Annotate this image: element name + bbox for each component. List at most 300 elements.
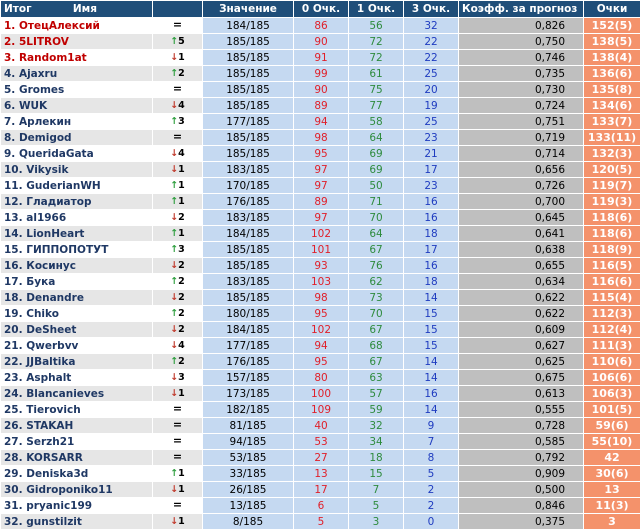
zero-points-count: 53 [294, 434, 349, 450]
predictions-value: 170/185 [203, 178, 294, 194]
player-name: 9. QueridaGata [1, 146, 153, 162]
rank-change-value: 1 [178, 468, 185, 479]
forecast-coefficient: 0,555 [459, 402, 584, 418]
zero-points-count: 90 [294, 34, 349, 50]
rank-change-value: 4 [178, 340, 185, 351]
player-name: 1. ОтецАлексий [1, 18, 153, 34]
table-row [1, 514, 640, 530]
predictions-value: 177/185 [203, 338, 294, 354]
three-points-count: 2 [404, 482, 459, 498]
three-points-count: 16 [404, 210, 459, 226]
player-name: 28. KORSARR [1, 450, 153, 466]
zero-points-count: 89 [294, 194, 349, 210]
table-row [1, 114, 640, 130]
predictions-value: 185/185 [203, 242, 294, 258]
forecast-coefficient: 0,622 [459, 306, 584, 322]
table-row [1, 402, 640, 418]
arrow-down-icon: ↓ [170, 148, 178, 159]
header-points: Очки [584, 1, 640, 18]
predictions-value: 183/185 [203, 210, 294, 226]
forecast-coefficient: 0,634 [459, 274, 584, 290]
one-point-count: 67 [349, 322, 404, 338]
three-points-count: 16 [404, 386, 459, 402]
forecast-coefficient: 0,645 [459, 210, 584, 226]
predictions-value: 173/185 [203, 386, 294, 402]
header-p1: 1 Очк. [349, 1, 404, 18]
zero-points-count: 101 [294, 242, 349, 258]
forecast-coefficient: 0,728 [459, 418, 584, 434]
table-row [1, 354, 640, 370]
table-row [1, 274, 640, 290]
three-points-count: 20 [404, 82, 459, 98]
table-row [1, 498, 640, 514]
table-row [1, 450, 640, 466]
arrow-down-icon: ↓ [170, 484, 178, 495]
one-point-count: 58 [349, 114, 404, 130]
zero-points-count: 95 [294, 354, 349, 370]
rank-change [153, 450, 203, 466]
predictions-value: 13/185 [203, 498, 294, 514]
player-name: 29. Deniska3d [1, 466, 153, 482]
one-point-count: 67 [349, 242, 404, 258]
rank-change-value: 4 [178, 100, 185, 111]
zero-points-count: 80 [294, 370, 349, 386]
header-p0: 0 Очк. [294, 1, 349, 18]
header-itog: Итог [4, 3, 32, 15]
equals-sign: = [173, 82, 182, 95]
predictions-value: 177/185 [203, 114, 294, 130]
zero-points-count: 13 [294, 466, 349, 482]
forecast-coefficient: 0,726 [459, 178, 584, 194]
total-points: 138(5) [584, 34, 640, 50]
forecast-coefficient: 0,730 [459, 82, 584, 98]
arrow-down-icon: ↓ [170, 52, 178, 63]
player-name: 19. Chiko [1, 306, 153, 322]
zero-points-count: 97 [294, 178, 349, 194]
three-points-count: 14 [404, 354, 459, 370]
one-point-count: 7 [349, 482, 404, 498]
table-body [1, 18, 640, 530]
table-row [1, 146, 640, 162]
player-name: 13. al1966 [1, 210, 153, 226]
arrow-down-icon: ↓ [170, 340, 178, 351]
total-points: 106(6) [584, 370, 640, 386]
rank-change [153, 178, 203, 194]
one-point-count: 69 [349, 162, 404, 178]
total-points: 118(6) [584, 210, 640, 226]
zero-points-count: 94 [294, 114, 349, 130]
rank-change [153, 18, 203, 34]
zero-points-count: 98 [294, 290, 349, 306]
three-points-count: 21 [404, 146, 459, 162]
rank-change-value: 2 [178, 324, 185, 335]
header-p3: 3 Очк. [404, 1, 459, 18]
table-row [1, 338, 640, 354]
rank-change [153, 130, 203, 146]
total-points: 116(6) [584, 274, 640, 290]
equals-sign: = [173, 498, 182, 511]
arrow-up-icon: ↑ [170, 244, 178, 255]
table-row [1, 34, 640, 50]
one-point-count: 70 [349, 210, 404, 226]
total-points: 152(5) [584, 18, 640, 34]
equals-sign: = [173, 402, 182, 415]
player-name: 12. Гладиатор [1, 194, 153, 210]
forecast-coefficient: 0,846 [459, 498, 584, 514]
total-points: 133(11) [584, 130, 640, 146]
one-point-count: 70 [349, 306, 404, 322]
total-points: 138(4) [584, 50, 640, 66]
rank-change [153, 498, 203, 514]
arrow-up-icon: ↑ [170, 276, 178, 287]
arrow-up-icon: ↑ [170, 356, 178, 367]
rank-change [153, 114, 203, 130]
arrow-up-icon: ↑ [170, 68, 178, 79]
forecast-coefficient: 0,655 [459, 258, 584, 274]
predictions-value: 26/185 [203, 482, 294, 498]
rank-change [153, 466, 203, 482]
rank-change-value: 1 [178, 180, 185, 191]
three-points-count: 14 [404, 370, 459, 386]
total-points: 3 [584, 514, 640, 530]
table-row [1, 162, 640, 178]
total-points: 136(6) [584, 66, 640, 82]
table-row [1, 98, 640, 114]
header-value: Значение [203, 1, 294, 18]
arrow-down-icon: ↓ [170, 164, 178, 175]
zero-points-count: 89 [294, 98, 349, 114]
arrow-down-icon: ↓ [170, 516, 178, 527]
player-name: 23. Asphalt [1, 370, 153, 386]
player-name: 15. ГИППОПОТУТ [1, 242, 153, 258]
player-name: 4. Ajaxru [1, 66, 153, 82]
three-points-count: 22 [404, 50, 459, 66]
rank-change [153, 50, 203, 66]
three-points-count: 22 [404, 34, 459, 50]
predictions-value: 185/185 [203, 34, 294, 50]
zero-points-count: 94 [294, 338, 349, 354]
rank-change [153, 82, 203, 98]
player-name: 18. Denandre [1, 290, 153, 306]
equals-sign: = [173, 130, 182, 143]
predictions-value: 185/185 [203, 66, 294, 82]
player-name: 21. Qwerbvv [1, 338, 153, 354]
predictions-value: 176/185 [203, 354, 294, 370]
zero-points-count: 95 [294, 306, 349, 322]
rank-change-value: 5 [178, 36, 185, 47]
player-name: 30. Gidroponiko11 [1, 482, 153, 498]
three-points-count: 18 [404, 274, 459, 290]
rank-change [153, 98, 203, 114]
equals-sign: = [173, 434, 182, 447]
arrow-up-icon: ↑ [170, 468, 178, 479]
player-name: 22. JJBaltika [1, 354, 153, 370]
player-name: 20. DeSheet [1, 322, 153, 338]
total-points: 120(5) [584, 162, 640, 178]
three-points-count: 25 [404, 114, 459, 130]
three-points-count: 19 [404, 98, 459, 114]
one-point-count: 69 [349, 146, 404, 162]
rank-change-value: 1 [178, 484, 185, 495]
rank-change-value: 2 [178, 260, 185, 271]
arrow-down-icon: ↓ [170, 292, 178, 303]
one-point-count: 72 [349, 34, 404, 50]
predictions-value: 184/185 [203, 226, 294, 242]
player-name: 7. Арлекин [1, 114, 153, 130]
three-points-count: 25 [404, 66, 459, 82]
zero-points-count: 93 [294, 258, 349, 274]
zero-points-count: 100 [294, 386, 349, 402]
one-point-count: 34 [349, 434, 404, 450]
one-point-count: 68 [349, 338, 404, 354]
zero-points-count: 95 [294, 146, 349, 162]
forecast-coefficient: 0,500 [459, 482, 584, 498]
arrow-up-icon: ↑ [170, 36, 178, 47]
player-name: 27. Serzh21 [1, 434, 153, 450]
predictions-value: 185/185 [203, 82, 294, 98]
three-points-count: 15 [404, 322, 459, 338]
predictions-value: 180/185 [203, 306, 294, 322]
zero-points-count: 27 [294, 450, 349, 466]
player-name: 5. Gromes [1, 82, 153, 98]
total-points: 112(4) [584, 322, 640, 338]
three-points-count: 17 [404, 162, 459, 178]
forecast-coefficient: 0,735 [459, 66, 584, 82]
predictions-value: 182/185 [203, 402, 294, 418]
forecast-coefficient: 0,714 [459, 146, 584, 162]
rank-change [153, 306, 203, 322]
table-row [1, 370, 640, 386]
three-points-count: 14 [404, 290, 459, 306]
rank-change-value: 1 [178, 388, 185, 399]
forecast-coefficient: 0,826 [459, 18, 584, 34]
rank-change [153, 162, 203, 178]
rank-change [153, 210, 203, 226]
forecast-coefficient: 0,719 [459, 130, 584, 146]
one-point-count: 72 [349, 50, 404, 66]
table-row [1, 226, 640, 242]
rank-change [153, 146, 203, 162]
rank-change-value: 2 [178, 68, 185, 79]
total-points: 55(10) [584, 434, 640, 450]
predictions-value: 53/185 [203, 450, 294, 466]
one-point-count: 63 [349, 370, 404, 386]
zero-points-count: 102 [294, 322, 349, 338]
total-points: 135(8) [584, 82, 640, 98]
predictions-value: 94/185 [203, 434, 294, 450]
one-point-count: 64 [349, 226, 404, 242]
one-point-count: 77 [349, 98, 404, 114]
header-row [1, 1, 640, 18]
rank-change-value: 2 [178, 356, 185, 367]
table-row [1, 466, 640, 482]
total-points: 132(3) [584, 146, 640, 162]
table-row [1, 82, 640, 98]
zero-points-count: 103 [294, 274, 349, 290]
zero-points-count: 97 [294, 210, 349, 226]
player-name: 32. gunstilzit [1, 514, 153, 530]
one-point-count: 76 [349, 258, 404, 274]
total-points: 119(7) [584, 178, 640, 194]
predictions-value: 184/185 [203, 322, 294, 338]
forecast-coefficient: 0,675 [459, 370, 584, 386]
forecast-coefficient: 0,751 [459, 114, 584, 130]
rank-change [153, 386, 203, 402]
one-point-count: 56 [349, 18, 404, 34]
forecast-coefficient: 0,627 [459, 338, 584, 354]
rank-change [153, 322, 203, 338]
forecast-coefficient: 0,613 [459, 386, 584, 402]
rank-change-value: 4 [178, 148, 185, 159]
predictions-value: 185/185 [203, 98, 294, 114]
rank-change [153, 402, 203, 418]
total-points: 116(5) [584, 258, 640, 274]
rank-change-value: 2 [178, 276, 185, 287]
table-row [1, 322, 640, 338]
predictions-value: 176/185 [203, 194, 294, 210]
forecast-coefficient: 0,792 [459, 450, 584, 466]
predictions-value: 185/185 [203, 258, 294, 274]
equals-sign: = [173, 418, 182, 431]
rank-change [153, 482, 203, 498]
rank-change [153, 434, 203, 450]
forecast-coefficient: 0,622 [459, 290, 584, 306]
table-row [1, 210, 640, 226]
zero-points-count: 102 [294, 226, 349, 242]
arrow-down-icon: ↓ [170, 260, 178, 271]
total-points: 118(9) [584, 242, 640, 258]
rank-change [153, 338, 203, 354]
one-point-count: 73 [349, 290, 404, 306]
rank-change-value: 3 [178, 116, 185, 127]
total-points: 119(3) [584, 194, 640, 210]
one-point-count: 18 [349, 450, 404, 466]
forecast-coefficient: 0,656 [459, 162, 584, 178]
table-row [1, 66, 640, 82]
predictions-value: 33/185 [203, 466, 294, 482]
predictions-value: 157/185 [203, 370, 294, 386]
three-points-count: 0 [404, 514, 459, 530]
table-row [1, 50, 640, 66]
one-point-count: 71 [349, 194, 404, 210]
table-row [1, 194, 640, 210]
three-points-count: 23 [404, 130, 459, 146]
rank-change-value: 3 [178, 244, 185, 255]
forecast-coefficient: 0,724 [459, 98, 584, 114]
zero-points-count: 5 [294, 514, 349, 530]
forecast-coefficient: 0,638 [459, 242, 584, 258]
zero-points-count: 40 [294, 418, 349, 434]
header-name: Имя [73, 3, 97, 15]
table-row [1, 306, 640, 322]
rank-change [153, 34, 203, 50]
one-point-count: 57 [349, 386, 404, 402]
one-point-count: 67 [349, 354, 404, 370]
zero-points-count: 17 [294, 482, 349, 498]
three-points-count: 5 [404, 466, 459, 482]
table-row [1, 482, 640, 498]
three-points-count: 9 [404, 418, 459, 434]
rank-change [153, 290, 203, 306]
one-point-count: 32 [349, 418, 404, 434]
arrow-up-icon: ↑ [170, 116, 178, 127]
rank-change [153, 242, 203, 258]
zero-points-count: 90 [294, 82, 349, 98]
rank-change-value: 1 [178, 164, 185, 175]
arrow-up-icon: ↑ [170, 180, 178, 191]
zero-points-count: 99 [294, 66, 349, 82]
predictions-value: 184/185 [203, 18, 294, 34]
one-point-count: 3 [349, 514, 404, 530]
equals-sign: = [173, 18, 182, 31]
forecast-coefficient: 0,641 [459, 226, 584, 242]
rank-change-value: 2 [178, 212, 185, 223]
table-row [1, 130, 640, 146]
three-points-count: 23 [404, 178, 459, 194]
predictions-value: 183/185 [203, 162, 294, 178]
forecast-coefficient: 0,609 [459, 322, 584, 338]
player-name: 11. GuderianWH [1, 178, 153, 194]
rank-change [153, 354, 203, 370]
three-points-count: 18 [404, 226, 459, 242]
player-name: 16. Косинус [1, 258, 153, 274]
table-row [1, 242, 640, 258]
arrow-up-icon: ↑ [170, 308, 178, 319]
one-point-count: 62 [349, 274, 404, 290]
predictions-value: 183/185 [203, 274, 294, 290]
player-name: 10. Vikysik [1, 162, 153, 178]
arrow-down-icon: ↓ [170, 212, 178, 223]
arrow-down-icon: ↓ [170, 324, 178, 335]
one-point-count: 59 [349, 402, 404, 418]
three-points-count: 16 [404, 194, 459, 210]
forecast-coefficient: 0,700 [459, 194, 584, 210]
rank-change [153, 514, 203, 530]
total-points: 13 [584, 482, 640, 498]
rank-change-value: 1 [178, 196, 185, 207]
predictions-value: 185/185 [203, 50, 294, 66]
arrow-up-icon: ↑ [170, 228, 178, 239]
table-row [1, 18, 640, 34]
player-name: 31. pryanic199 [1, 498, 153, 514]
rank-change [153, 194, 203, 210]
total-points: 101(5) [584, 402, 640, 418]
predictions-value: 185/185 [203, 130, 294, 146]
total-points: 11(3) [584, 498, 640, 514]
rank-change [153, 418, 203, 434]
forecast-coefficient: 0,625 [459, 354, 584, 370]
rank-change-value: 2 [178, 292, 185, 303]
zero-points-count: 97 [294, 162, 349, 178]
rank-change-value: 1 [178, 228, 185, 239]
total-points: 42 [584, 450, 640, 466]
one-point-count: 5 [349, 498, 404, 514]
zero-points-count: 109 [294, 402, 349, 418]
player-name: 3. Random1at [1, 50, 153, 66]
zero-points-count: 98 [294, 130, 349, 146]
header-itog-name [1, 1, 153, 18]
table-row [1, 258, 640, 274]
arrow-down-icon: ↓ [170, 388, 178, 399]
player-name: 25. Tierovich [1, 402, 153, 418]
one-point-count: 75 [349, 82, 404, 98]
arrow-down-icon: ↓ [170, 372, 178, 383]
three-points-count: 8 [404, 450, 459, 466]
rank-change [153, 66, 203, 82]
predictions-value: 8/185 [203, 514, 294, 530]
three-points-count: 2 [404, 498, 459, 514]
forecast-coefficient: 0,750 [459, 34, 584, 50]
